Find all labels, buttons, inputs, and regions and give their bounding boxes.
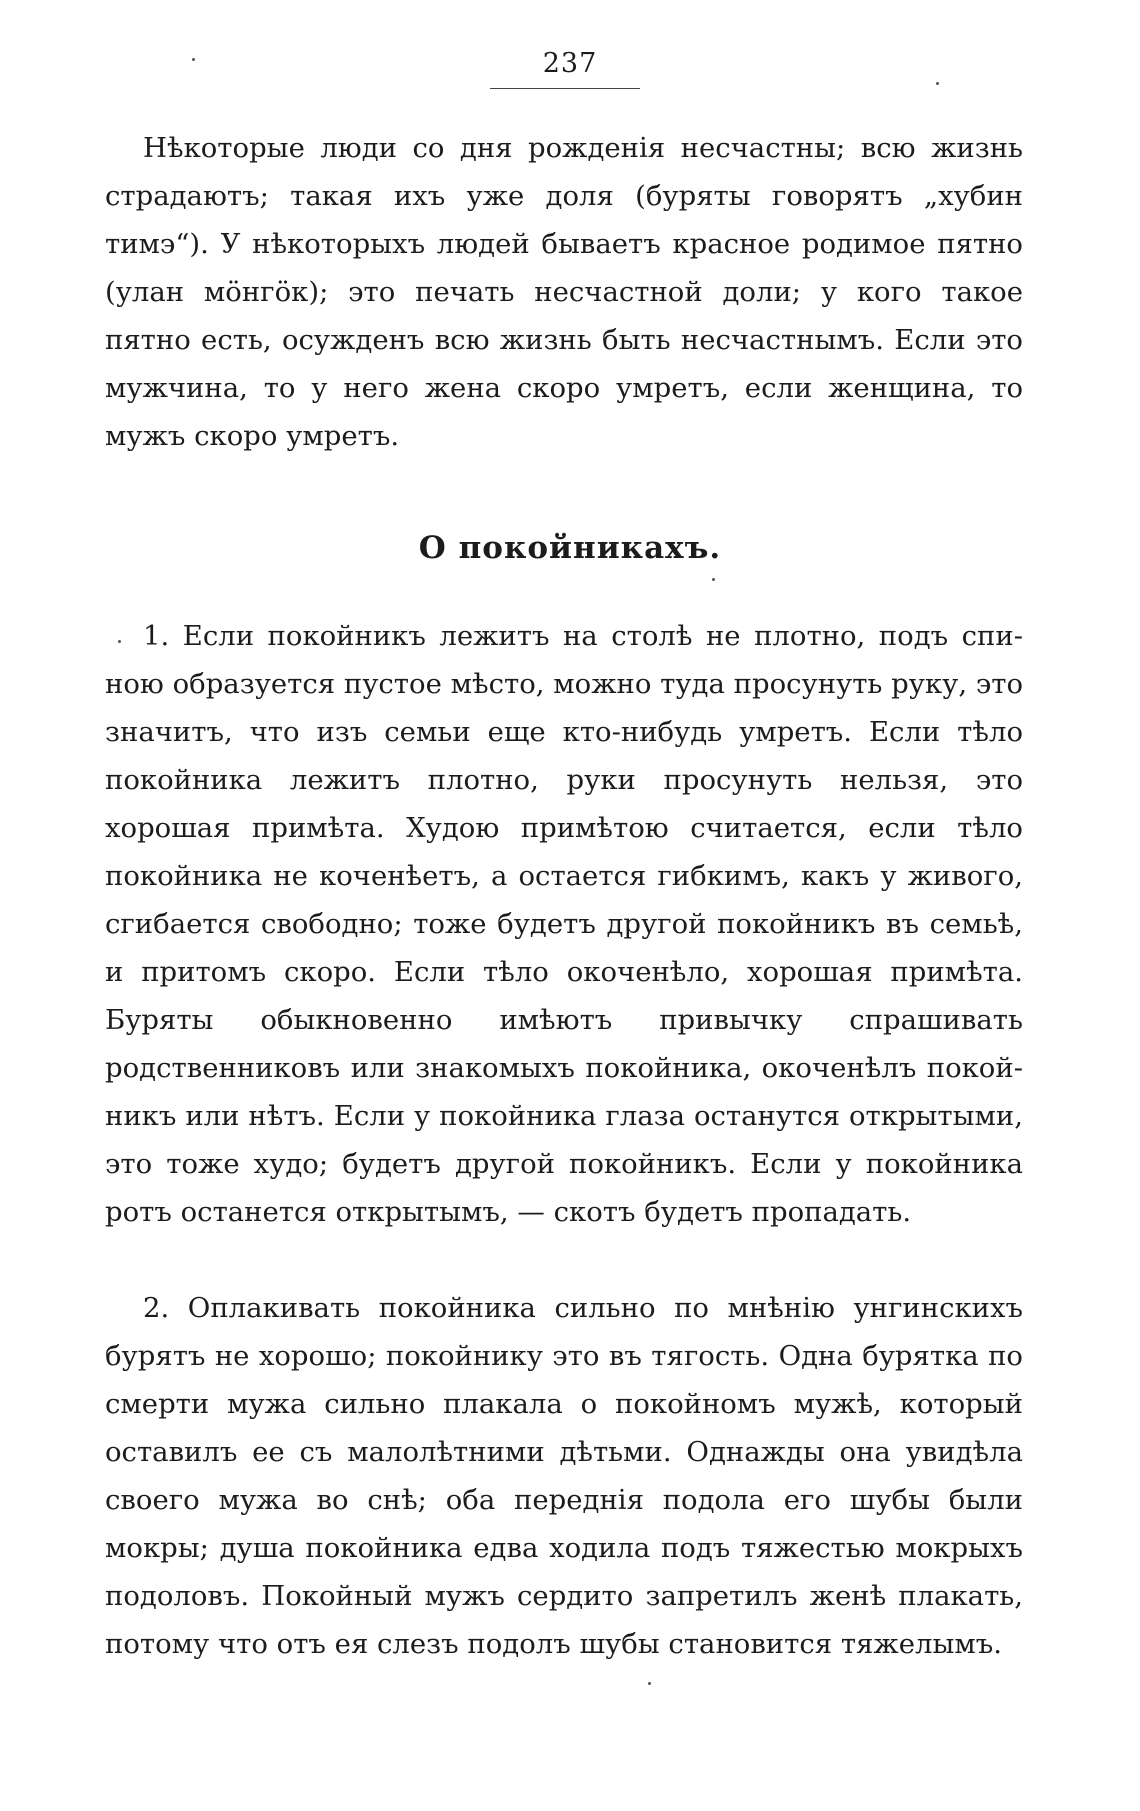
section-paragraph-1: 1. Если покойникъ лежитъ на столѣ не плотно, подъ спиною образуется пустое мѣсто, можно туда просунуть руку, это значитъ, что изъ семьи еще кто-нибудь умретъ. Если тѣло покойника лежитъ плотно, руки просунуть нельзя, это хорошая примѣта. Худою примѣтою считается, если тѣло покойника не коченѣетъ, а остается гибкимъ, какъ у живого, сгибается свободно; тоже будетъ другой покойникъ въ семьѣ, и притомъ скоро. Если тѣло окоченѣло, хорошая примѣта. Буряты обыкновенно имѣютъ привычку спрашивать родственниковъ или знакомыхъ покойника, окоченѣлъ покойникъ или нѣтъ. Если у покойника глаза останутся открытыми, это тоже худо; будетъ другой покойникъ. Если у покойника ротъ останется открытымъ, — скотъ будетъ пропадать. — [105, 620, 1023, 1228]
scan-speck — [192, 58, 195, 61]
section-heading: О покойникахъ. — [418, 530, 722, 566]
scan-speck — [712, 578, 715, 581]
page-number-rule — [490, 88, 640, 89]
section-paragraph-2: 2. Оплакивать покойника сильно по мнѣнію унгинскихъ бурятъ не хорошо; покойнику это въ тягость. Одна бурятка по смерти мужа сильно плакала о покойномъ мужѣ, который оставилъ ее съ малолѣтними дѣтьми. Однажды она увидѣла своего мужа во снѣ; оба переднія подола его шубы были мокры; душа покойника едва ходила подъ тяжестью мокрыхъ подоловъ. Покойный мужъ сердито запретилъ женѣ плакать, потому что отъ ея слезъ подолъ шубы становится тяжелымъ. — [105, 1292, 1023, 1660]
intro-paragraph: Нѣкоторые люди со дня рожденія несчастны; всю жизнь страдаютъ; такая ихъ уже доля (буряты говорятъ „хубин тимэ“). У нѣкоторыхъ людей бываетъ красное родимое пятно (улан мӧнгӧк); это печать несчастной доли; у кого такое пятно есть, осужденъ всю жизнь быть несчастнымъ. Если это мужчина, то у него жена скоро умретъ, если женщина, то мужъ скоро умретъ. — [105, 132, 1023, 452]
scan-speck — [936, 82, 939, 85]
scan-speck — [648, 1682, 651, 1685]
page-number: 237 — [542, 48, 598, 79]
scan-speck — [118, 640, 121, 643]
